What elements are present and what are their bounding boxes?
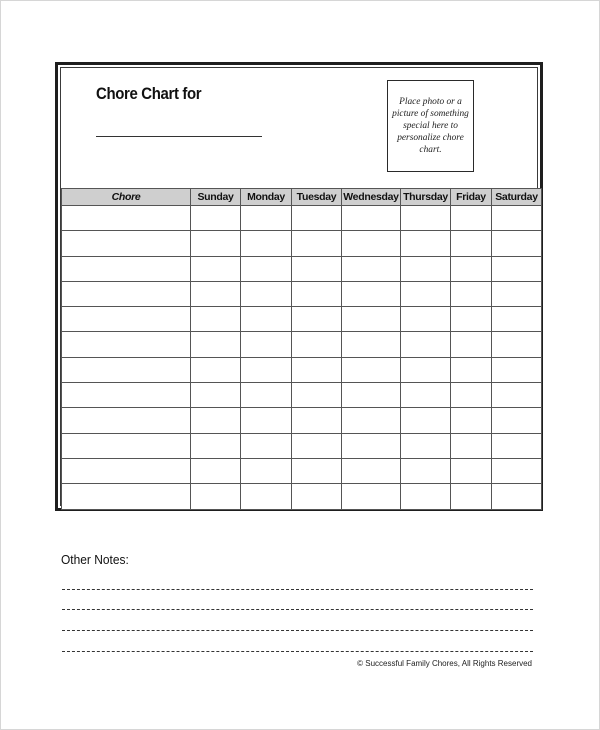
day-cell-sunday[interactable] (191, 332, 241, 357)
day-cell-sunday[interactable] (191, 383, 241, 408)
name-line[interactable] (96, 136, 262, 137)
day-cell-tuesday[interactable] (292, 281, 342, 306)
day-cell-thursday[interactable] (401, 408, 451, 433)
day-cell-saturday[interactable] (492, 458, 542, 483)
day-cell-friday[interactable] (451, 383, 492, 408)
table-row (62, 458, 542, 483)
day-cell-thursday[interactable] (401, 206, 451, 231)
day-cell-monday[interactable] (241, 332, 292, 357)
day-cell-thursday[interactable] (401, 332, 451, 357)
day-cell-friday[interactable] (451, 408, 492, 433)
chore-cell[interactable] (62, 206, 191, 231)
day-cell-tuesday[interactable] (292, 383, 342, 408)
chore-chart-inner (60, 67, 538, 506)
day-cell-thursday[interactable] (401, 433, 451, 458)
header-saturday: Saturday (492, 189, 542, 206)
day-cell-friday[interactable] (451, 206, 492, 231)
other-notes-label: Other Notes: (61, 552, 129, 567)
table-row (62, 357, 542, 382)
day-cell-sunday[interactable] (191, 484, 241, 509)
day-cell-wednesday[interactable] (342, 408, 401, 433)
table-row (62, 484, 542, 509)
day-cell-sunday[interactable] (191, 433, 241, 458)
day-cell-tuesday[interactable] (292, 206, 342, 231)
chore-cell[interactable] (62, 231, 191, 256)
day-cell-tuesday[interactable] (292, 231, 342, 256)
day-cell-saturday[interactable] (492, 231, 542, 256)
day-cell-tuesday[interactable] (292, 256, 342, 281)
chore-cell[interactable] (62, 256, 191, 281)
photo-placeholder-box[interactable] (387, 80, 474, 172)
day-cell-thursday[interactable] (401, 281, 451, 306)
table-row (62, 307, 542, 332)
table-row (62, 256, 542, 281)
day-cell-thursday[interactable] (401, 357, 451, 382)
day-cell-monday[interactable] (241, 433, 292, 458)
day-cell-friday[interactable] (451, 231, 492, 256)
day-cell-monday[interactable] (241, 206, 292, 231)
header-friday: Friday (451, 189, 492, 206)
table-header-row (62, 189, 542, 206)
day-cell-saturday[interactable] (492, 408, 542, 433)
day-cell-friday[interactable] (451, 256, 492, 281)
day-cell-wednesday[interactable] (342, 433, 401, 458)
chore-cell[interactable] (62, 357, 191, 382)
day-cell-saturday[interactable] (492, 484, 542, 509)
day-cell-wednesday[interactable] (342, 281, 401, 306)
day-cell-wednesday[interactable] (342, 307, 401, 332)
day-cell-friday[interactable] (451, 332, 492, 357)
table-row (62, 231, 542, 256)
day-cell-monday[interactable] (241, 383, 292, 408)
header-thursday: Thursday (401, 189, 451, 206)
table-row (62, 408, 542, 433)
chore-cell[interactable] (62, 458, 191, 483)
day-cell-friday[interactable] (451, 357, 492, 382)
day-cell-monday[interactable] (241, 307, 292, 332)
day-cell-thursday[interactable] (401, 458, 451, 483)
photo-placeholder-text: Place photo or a picture of something special here to personalize chore chart. (392, 97, 469, 155)
day-cell-sunday[interactable] (191, 256, 241, 281)
day-cell-thursday[interactable] (401, 383, 451, 408)
notes-line[interactable] (62, 609, 533, 610)
chore-cell[interactable] (62, 484, 191, 509)
day-cell-saturday[interactable] (492, 307, 542, 332)
day-cell-monday[interactable] (241, 357, 292, 382)
day-cell-saturday[interactable] (492, 206, 542, 231)
day-cell-thursday[interactable] (401, 307, 451, 332)
chore-cell[interactable] (62, 433, 191, 458)
table-row (62, 383, 542, 408)
day-cell-saturday[interactable] (492, 281, 542, 306)
day-cell-friday[interactable] (451, 484, 492, 509)
day-cell-wednesday[interactable] (342, 458, 401, 483)
day-cell-monday[interactable] (241, 231, 292, 256)
chart-title: Chore Chart for (96, 84, 202, 103)
day-cell-friday[interactable] (451, 281, 492, 306)
day-cell-wednesday[interactable] (342, 206, 401, 231)
header-sunday: Sunday (191, 189, 241, 206)
header-tuesday: Tuesday (292, 189, 342, 206)
day-cell-wednesday[interactable] (342, 484, 401, 509)
day-cell-thursday[interactable] (401, 231, 451, 256)
day-cell-friday[interactable] (451, 307, 492, 332)
table-row (62, 433, 542, 458)
day-cell-friday[interactable] (451, 433, 492, 458)
chore-cell[interactable] (62, 383, 191, 408)
day-cell-wednesday[interactable] (342, 256, 401, 281)
notes-line[interactable] (62, 630, 533, 631)
day-cell-saturday[interactable] (492, 433, 542, 458)
day-cell-monday[interactable] (241, 281, 292, 306)
day-cell-sunday[interactable] (191, 357, 241, 382)
day-cell-thursday[interactable] (401, 256, 451, 281)
header-monday: Monday (241, 189, 292, 206)
chore-chart-frame (55, 62, 543, 511)
day-cell-saturday[interactable] (492, 332, 542, 357)
header-chore: Chore (62, 189, 191, 206)
day-cell-thursday[interactable] (401, 484, 451, 509)
notes-line[interactable] (62, 589, 533, 590)
copyright-footer: © Successful Family Chores, All Rights Reserved (357, 659, 532, 668)
day-cell-sunday[interactable] (191, 307, 241, 332)
day-cell-tuesday[interactable] (292, 307, 342, 332)
day-cell-monday[interactable] (241, 408, 292, 433)
day-cell-saturday[interactable] (492, 357, 542, 382)
day-cell-friday[interactable] (451, 458, 492, 483)
day-cell-sunday[interactable] (191, 231, 241, 256)
day-cell-tuesday[interactable] (292, 458, 342, 483)
day-cell-wednesday[interactable] (342, 231, 401, 256)
table-row (62, 206, 542, 231)
day-cell-sunday[interactable] (191, 408, 241, 433)
day-cell-monday[interactable] (241, 458, 292, 483)
day-cell-monday[interactable] (241, 256, 292, 281)
day-cell-wednesday[interactable] (342, 357, 401, 382)
day-cell-wednesday[interactable] (342, 383, 401, 408)
day-cell-tuesday[interactable] (292, 484, 342, 509)
table-row (62, 281, 542, 306)
table-row (62, 332, 542, 357)
day-cell-sunday[interactable] (191, 458, 241, 483)
day-cell-tuesday[interactable] (292, 332, 342, 357)
chore-cell[interactable] (62, 408, 191, 433)
chore-cell[interactable] (62, 332, 191, 357)
chore-cell[interactable] (62, 307, 191, 332)
day-cell-saturday[interactable] (492, 383, 542, 408)
table-body (62, 206, 542, 510)
chore-cell[interactable] (62, 281, 191, 306)
day-cell-tuesday[interactable] (292, 433, 342, 458)
notes-line[interactable] (62, 651, 533, 652)
chore-table (61, 188, 542, 510)
day-cell-sunday[interactable] (191, 206, 241, 231)
day-cell-tuesday[interactable] (292, 408, 342, 433)
header-wednesday: Wednesday (342, 189, 401, 206)
day-cell-saturday[interactable] (492, 256, 542, 281)
day-cell-tuesday[interactable] (292, 357, 342, 382)
day-cell-wednesday[interactable] (342, 332, 401, 357)
day-cell-monday[interactable] (241, 484, 292, 509)
day-cell-sunday[interactable] (191, 281, 241, 306)
